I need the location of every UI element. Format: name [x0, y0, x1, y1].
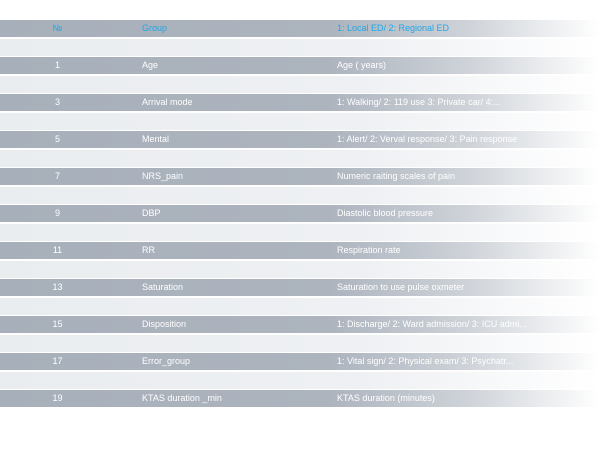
- row-desc: KTAS duration (minutes): [337, 393, 435, 403]
- row-group: Disposition: [142, 319, 187, 329]
- header-desc: 1: Local ED/ 2: Regional ED: [337, 23, 450, 33]
- table-row: [0, 57, 600, 74]
- row-group: RR: [142, 245, 155, 255]
- row-desc: 1: Discharge/ 2: Ward admission/ 3: ICU admi...: [337, 319, 527, 329]
- table-row: [0, 113, 600, 130]
- row-no: 17: [52, 356, 63, 366]
- row-no: 5: [54, 134, 60, 144]
- row-no: 19: [52, 393, 63, 403]
- row-group: Mental: [142, 134, 170, 144]
- table-row: [0, 150, 600, 167]
- row-no: 3: [54, 97, 60, 107]
- row-desc: 1: Vital sign/ 2: Physical exam/ 3: Psychatr...: [337, 356, 514, 366]
- table-row: [0, 76, 600, 93]
- row-no: 13: [52, 282, 63, 292]
- header-group: Group: [142, 23, 168, 33]
- row-group: NRS_pain: [142, 171, 184, 181]
- table-row: [0, 390, 600, 407]
- row-group: Saturation: [142, 282, 184, 292]
- table-row: [0, 94, 600, 111]
- row-no: 1: [54, 60, 60, 70]
- table-row: [0, 372, 600, 389]
- table-row: [0, 205, 600, 222]
- row-desc: Saturation to use pulse oxmeter: [337, 282, 465, 292]
- table-header: [0, 20, 600, 37]
- row-no: 11: [52, 245, 63, 255]
- table-row: [0, 39, 600, 56]
- row-no: 9: [54, 208, 60, 218]
- table-row: [0, 316, 600, 333]
- row-no: 7: [54, 171, 60, 181]
- table-row: [0, 168, 600, 185]
- row-desc: Numeric raiting scales of pain: [337, 171, 456, 181]
- row-group: Age: [142, 60, 159, 70]
- row-group: KTAS duration _min: [142, 393, 222, 403]
- row-desc: Diastolic blood pressure: [337, 208, 434, 218]
- row-desc: Age ( years): [337, 60, 387, 70]
- table-row: [0, 187, 600, 204]
- row-group: Arrival mode: [142, 97, 193, 107]
- table-row: [0, 279, 600, 296]
- header-no: №: [52, 23, 63, 33]
- table-row: [0, 242, 600, 259]
- row-desc: 1: Walking/ 2: 119 use 3: Private car/ 4:...: [337, 97, 501, 107]
- table-row: [0, 353, 600, 370]
- table-row: [0, 335, 600, 352]
- table-row: [0, 261, 600, 278]
- table-row: [0, 131, 600, 148]
- row-desc: 1: Alert/ 2: Verval response/ 3: Pain response: [337, 134, 518, 144]
- row-group: Error_group: [142, 356, 191, 366]
- row-desc: Respiration rate: [337, 245, 401, 255]
- table-row: [0, 224, 600, 241]
- row-no: 15: [52, 319, 63, 329]
- table-row: [0, 298, 600, 315]
- row-group: DBP: [142, 208, 161, 218]
